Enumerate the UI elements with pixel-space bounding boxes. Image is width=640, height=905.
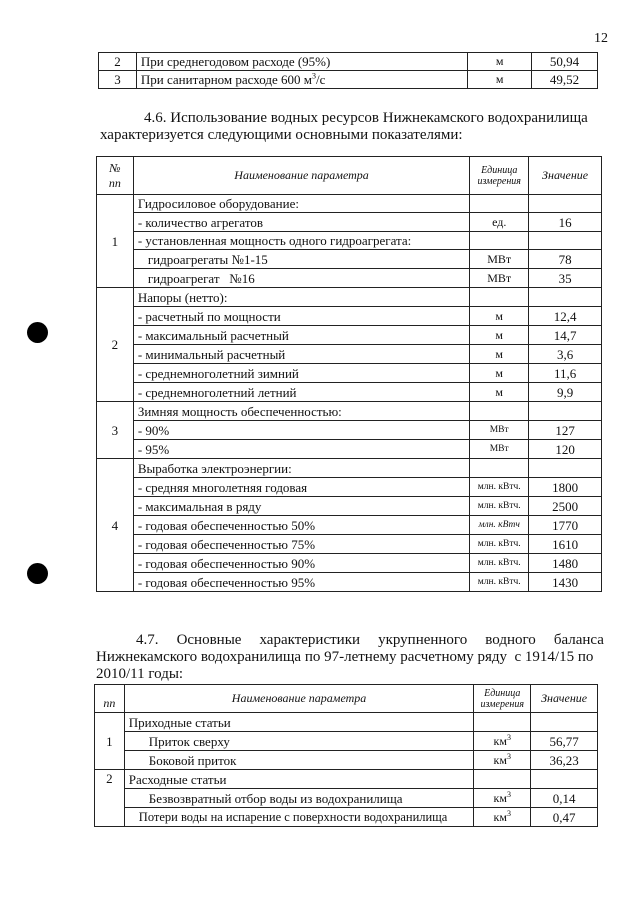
- unit-cell: ед.: [470, 213, 529, 232]
- value-cell: 56,77: [531, 732, 598, 751]
- table-row: [97, 326, 602, 345]
- unit-cell: $км^3$: [474, 789, 531, 808]
- parameter-name: - годовая обеспеченностью 50%: [133, 516, 469, 535]
- table-row: [97, 269, 602, 288]
- parameter-name: - годовая обеспеченностью 95%: [133, 573, 469, 592]
- parameter-name: Расходные статьи: [124, 770, 474, 789]
- section-4-6-line2: характеризуется следующими основными показателями:: [100, 127, 463, 143]
- parameter-name: - среднемноголетний зимний: [133, 364, 469, 383]
- table-row: [99, 53, 598, 71]
- header-number: № пп: [97, 157, 134, 195]
- parameter-name: - количество агрегатов: [133, 213, 469, 232]
- table-row: [97, 364, 602, 383]
- unit-cell: МВт: [470, 250, 529, 269]
- table-row: [97, 478, 602, 497]
- parameter-name: Напоры (нетто):: [133, 288, 469, 307]
- unit-cell: [474, 713, 531, 732]
- section-4-7-paragraph: [96, 632, 604, 683]
- header-value: Значение: [529, 157, 602, 195]
- value-cell: 127: [529, 421, 602, 440]
- value-cell: [531, 770, 598, 789]
- parameter-name: - 90%: [133, 421, 469, 440]
- table-row: [97, 345, 602, 364]
- value-cell: 14,7: [529, 326, 602, 345]
- group-number: 1: [95, 713, 125, 770]
- parameter-name: Потери воды на испарение с поверхности водохранилища: [124, 808, 474, 827]
- parameter-name: Приток сверху: [124, 732, 474, 751]
- punch-hole-bottom: [27, 563, 48, 584]
- parameter-name: - средняя многолетняя годовая: [133, 478, 469, 497]
- value-cell: [529, 459, 602, 478]
- table-row: [97, 250, 602, 269]
- table-row: [95, 789, 598, 808]
- value-cell: [529, 288, 602, 307]
- table-row: [97, 497, 602, 516]
- table-row: [97, 288, 602, 307]
- group-number: 1: [97, 195, 134, 288]
- table-row: [99, 71, 598, 89]
- parameter-name: При санитарном расходе 600 $м^3/с$: [136, 71, 467, 89]
- table-row: [97, 573, 602, 592]
- unit-cell: [470, 459, 529, 478]
- parameter-name: При среднегодовом расходе (95%): [136, 53, 467, 71]
- unit-cell: [474, 770, 531, 789]
- value-cell: [531, 713, 598, 732]
- table-row: [97, 307, 602, 326]
- value-cell: 120: [529, 440, 602, 459]
- unit-cell: млн. кВтч.: [470, 573, 529, 592]
- value-cell: 3,6: [529, 345, 602, 364]
- page-number: 12: [594, 31, 608, 46]
- value-cell: 1480: [529, 554, 602, 573]
- value-cell: 1430: [529, 573, 602, 592]
- value-cell: 36,23: [531, 751, 598, 770]
- value-cell: 49,52: [532, 71, 598, 89]
- unit-cell: млн. кВтч.: [470, 554, 529, 573]
- section-4-6-paragraph: [100, 110, 604, 144]
- parameter-name: - 95%: [133, 440, 469, 459]
- value-cell: 12,4: [529, 307, 602, 326]
- parameter-name: - расчетный по мощности: [133, 307, 469, 326]
- table-row: [95, 770, 598, 789]
- value-cell: [529, 402, 602, 421]
- table-row: [97, 554, 602, 573]
- value-cell: 1800: [529, 478, 602, 497]
- group-number: 4: [97, 459, 134, 592]
- parameter-name: Гидросиловое оборудование:: [133, 195, 469, 213]
- row-number: 3: [99, 71, 137, 89]
- parameter-name: - установленная мощность одного гидроагрегата:: [133, 232, 469, 250]
- group-number: 3: [97, 402, 134, 459]
- table-row: [97, 383, 602, 402]
- unit-cell: $км^3$: [474, 732, 531, 751]
- parameter-name: - годовая обеспеченностью 75%: [133, 535, 469, 554]
- header-unit: Единица измерения: [474, 685, 531, 713]
- top-table: [98, 52, 598, 89]
- parameter-name: Зимняя мощность обеспеченностью:: [133, 402, 469, 421]
- value-cell: 16: [529, 213, 602, 232]
- table-row: [97, 402, 602, 421]
- unit-cell: м: [470, 307, 529, 326]
- section-4-7-line3: 2010/11 годы:: [96, 666, 184, 682]
- table-row: [97, 535, 602, 554]
- row-number: 2: [99, 53, 137, 71]
- section-4-7-line1: 4.7. Основные характеристики укрупненного водного баланса: [136, 632, 604, 648]
- parameter-name: Боковой приток: [124, 751, 474, 770]
- table-header: [95, 685, 598, 713]
- section-4-7-line2: Нижнекамского водохранилища по 97-летнему расчетному ряду с 1914/15 по: [96, 649, 594, 665]
- table-row: [97, 213, 602, 232]
- value-cell: 1770: [529, 516, 602, 535]
- header-value: Значение: [531, 685, 598, 713]
- parameter-name: - максимальная в ряду: [133, 497, 469, 516]
- unit-cell: м: [470, 364, 529, 383]
- header-name: Наименование параметра: [133, 157, 469, 195]
- unit-cell: [470, 402, 529, 421]
- value-cell: 0,47: [531, 808, 598, 827]
- value-cell: 78: [529, 250, 602, 269]
- table-row: [97, 195, 602, 213]
- table-row: [95, 751, 598, 770]
- unit-cell: [470, 195, 529, 213]
- parameter-name: - максимальный расчетный: [133, 326, 469, 345]
- unit-cell: $км^3$: [474, 808, 531, 827]
- unit-cell: м: [470, 345, 529, 364]
- unit-cell: $км^3$: [474, 751, 531, 770]
- table-row: [95, 713, 598, 732]
- unit-cell: м: [468, 71, 532, 89]
- value-cell: 2500: [529, 497, 602, 516]
- value-cell: 11,6: [529, 364, 602, 383]
- parameter-name: Приходные статьи: [124, 713, 474, 732]
- unit-cell: МВт: [470, 421, 529, 440]
- water-balance-table: [94, 684, 598, 827]
- unit-cell: [470, 232, 529, 250]
- header-number: пп: [95, 685, 125, 713]
- unit-cell: м: [470, 383, 529, 402]
- value-cell: 50,94: [532, 53, 598, 71]
- parameter-name: - среднемноголетний летний: [133, 383, 469, 402]
- header-unit: Единица измерения: [470, 157, 529, 195]
- unit-cell: млн. кВтч.: [470, 497, 529, 516]
- parameter-name: гидроагрегаты №1-15: [133, 250, 469, 269]
- table-row: [95, 732, 598, 751]
- header-name: Наименование параметра: [124, 685, 474, 713]
- value-cell: 0,14: [531, 789, 598, 808]
- unit-cell: МВт: [470, 440, 529, 459]
- unit-cell: м: [470, 326, 529, 345]
- parameter-name: - годовая обеспеченностью 90%: [133, 554, 469, 573]
- parameter-name: Безвозвратный отбор воды из водохранилища: [124, 789, 474, 808]
- table-row: [97, 516, 602, 535]
- group-number: 2: [97, 288, 134, 402]
- punch-hole-top: [27, 322, 48, 343]
- unit-cell: м: [468, 53, 532, 71]
- table-row: [97, 421, 602, 440]
- table-row: [95, 808, 598, 827]
- unit-cell: млн. кВтч.: [470, 478, 529, 497]
- parameter-name: Выработка электроэнергии:: [133, 459, 469, 478]
- section-4-6-line1: 4.6. Использование водных ресурсов Нижнекамского водохранилища: [144, 110, 588, 126]
- value-cell: 1610: [529, 535, 602, 554]
- unit-cell: [470, 288, 529, 307]
- value-cell: 35: [529, 269, 602, 288]
- value-cell: [529, 195, 602, 213]
- unit-cell: млн. кВтч: [470, 516, 529, 535]
- indicators-table: [96, 156, 602, 592]
- parameter-name: гидроагрегат №16: [133, 269, 469, 288]
- unit-cell: МВт: [470, 269, 529, 288]
- group-number: 2: [95, 770, 125, 827]
- table-row: [97, 459, 602, 478]
- table-header: [97, 157, 602, 195]
- table-row: [97, 440, 602, 459]
- value-cell: [529, 232, 602, 250]
- table-row: [97, 232, 602, 250]
- unit-cell: млн. кВтч.: [470, 535, 529, 554]
- value-cell: 9,9: [529, 383, 602, 402]
- parameter-name: - минимальный расчетный: [133, 345, 469, 364]
